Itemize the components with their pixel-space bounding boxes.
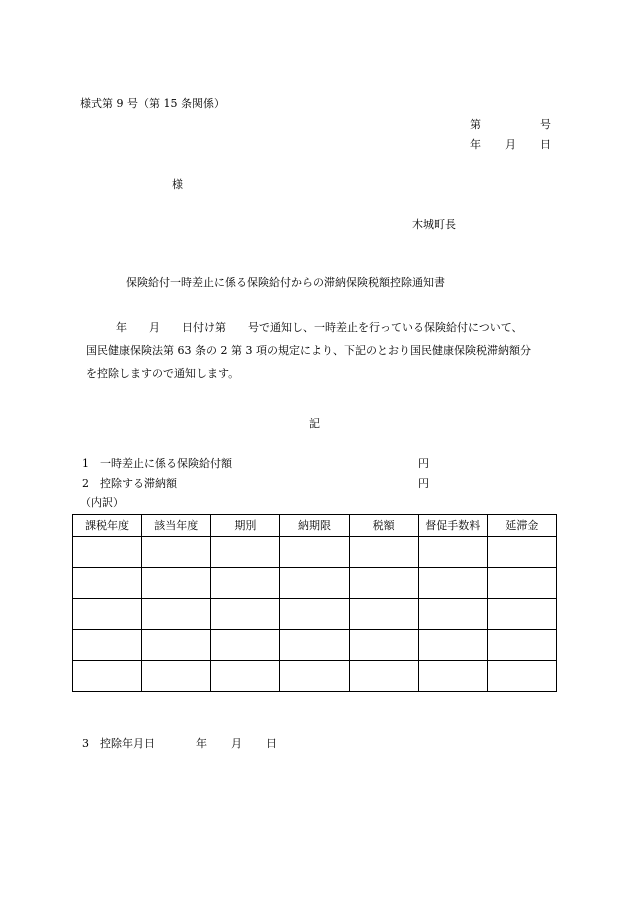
ki-label: 記: [309, 417, 320, 430]
date-month: 月: [505, 138, 516, 151]
table-cell: [418, 630, 487, 661]
table-row: [73, 630, 557, 661]
table-cell: [211, 661, 280, 692]
table-cell: [280, 568, 349, 599]
deduction-date-number: 3: [82, 737, 89, 750]
table-cell: [349, 599, 418, 630]
header-tax-year: 課税年度: [73, 515, 142, 537]
table-cell: [211, 537, 280, 568]
header-late-charge: 延滞金: [487, 515, 556, 537]
table-cell: [142, 599, 211, 630]
table-cell: [280, 661, 349, 692]
table-cell: [487, 537, 556, 568]
body-line-2: 国民健康保険法第 63 条の 2 第 3 項の規定により、下記のとおり国民健康保険税滞納額分: [86, 344, 531, 357]
form-label: 様式第 9 号（第 15 条関係）: [80, 97, 225, 110]
table-cell: [280, 599, 349, 630]
table-cell: [349, 630, 418, 661]
body-text: [80, 316, 562, 385]
doc-number-prefix: 第: [470, 118, 481, 131]
doc-number-suffix: 号: [540, 118, 551, 131]
table-row: [73, 568, 557, 599]
table-cell: [73, 599, 142, 630]
header-applicable-year: 該当年度: [142, 515, 211, 537]
table-cell: [73, 661, 142, 692]
table-row: [73, 599, 557, 630]
table-row: [73, 537, 557, 568]
deduction-date-month: 月: [231, 737, 242, 750]
table-cell: [73, 630, 142, 661]
addressee-suffix: 様: [172, 178, 183, 191]
item-2-label: 控除する滞納額: [100, 477, 177, 490]
table-cell: [418, 661, 487, 692]
header-due-date: 納期限: [280, 515, 349, 537]
date-day: 日: [540, 138, 551, 151]
table-cell: [349, 568, 418, 599]
table-cell: [418, 568, 487, 599]
deduction-date-day: 日: [266, 737, 277, 750]
table-cell: [487, 661, 556, 692]
body-line-1: 年 月 日付け第 号で通知し、一時差止を行っている保険給付について、: [116, 321, 523, 334]
table-cell: [487, 599, 556, 630]
table-row: [73, 661, 557, 692]
header-tax-amount: 税額: [349, 515, 418, 537]
table-header-row: [73, 515, 557, 537]
table-cell: [211, 630, 280, 661]
table-cell: [142, 537, 211, 568]
table-cell: [73, 537, 142, 568]
breakdown-table: [72, 514, 557, 692]
deduction-date-year: 年: [196, 737, 207, 750]
issuer: 木城町長: [412, 218, 456, 231]
table-cell: [211, 599, 280, 630]
table-cell: [142, 630, 211, 661]
table-cell: [280, 537, 349, 568]
table-cell: [142, 661, 211, 692]
deduction-date-label: 控除年月日: [100, 737, 155, 750]
table-cell: [142, 568, 211, 599]
table-cell: [418, 537, 487, 568]
item-2-number: 2: [82, 477, 89, 490]
header-reminder-fee: 督促手数料: [418, 515, 487, 537]
breakdown-label: （内訳）: [80, 496, 124, 509]
table-cell: [418, 599, 487, 630]
item-1-label: 一時差止に係る保険給付額: [100, 457, 232, 470]
table-cell: [211, 568, 280, 599]
body-line-3: を控除しますので通知します。: [86, 367, 240, 380]
header-period: 期別: [211, 515, 280, 537]
table-cell: [73, 568, 142, 599]
item-2-unit: 円: [418, 477, 429, 490]
date-year: 年: [470, 138, 481, 151]
table-cell: [487, 630, 556, 661]
table-cell: [349, 661, 418, 692]
document-title: 保険給付一時差止に係る保険給付からの滞納保険税額控除通知書: [126, 276, 445, 289]
item-1-number: 1: [82, 457, 89, 470]
table-cell: [280, 630, 349, 661]
table-cell: [487, 568, 556, 599]
table-cell: [349, 537, 418, 568]
item-1-unit: 円: [418, 457, 429, 470]
